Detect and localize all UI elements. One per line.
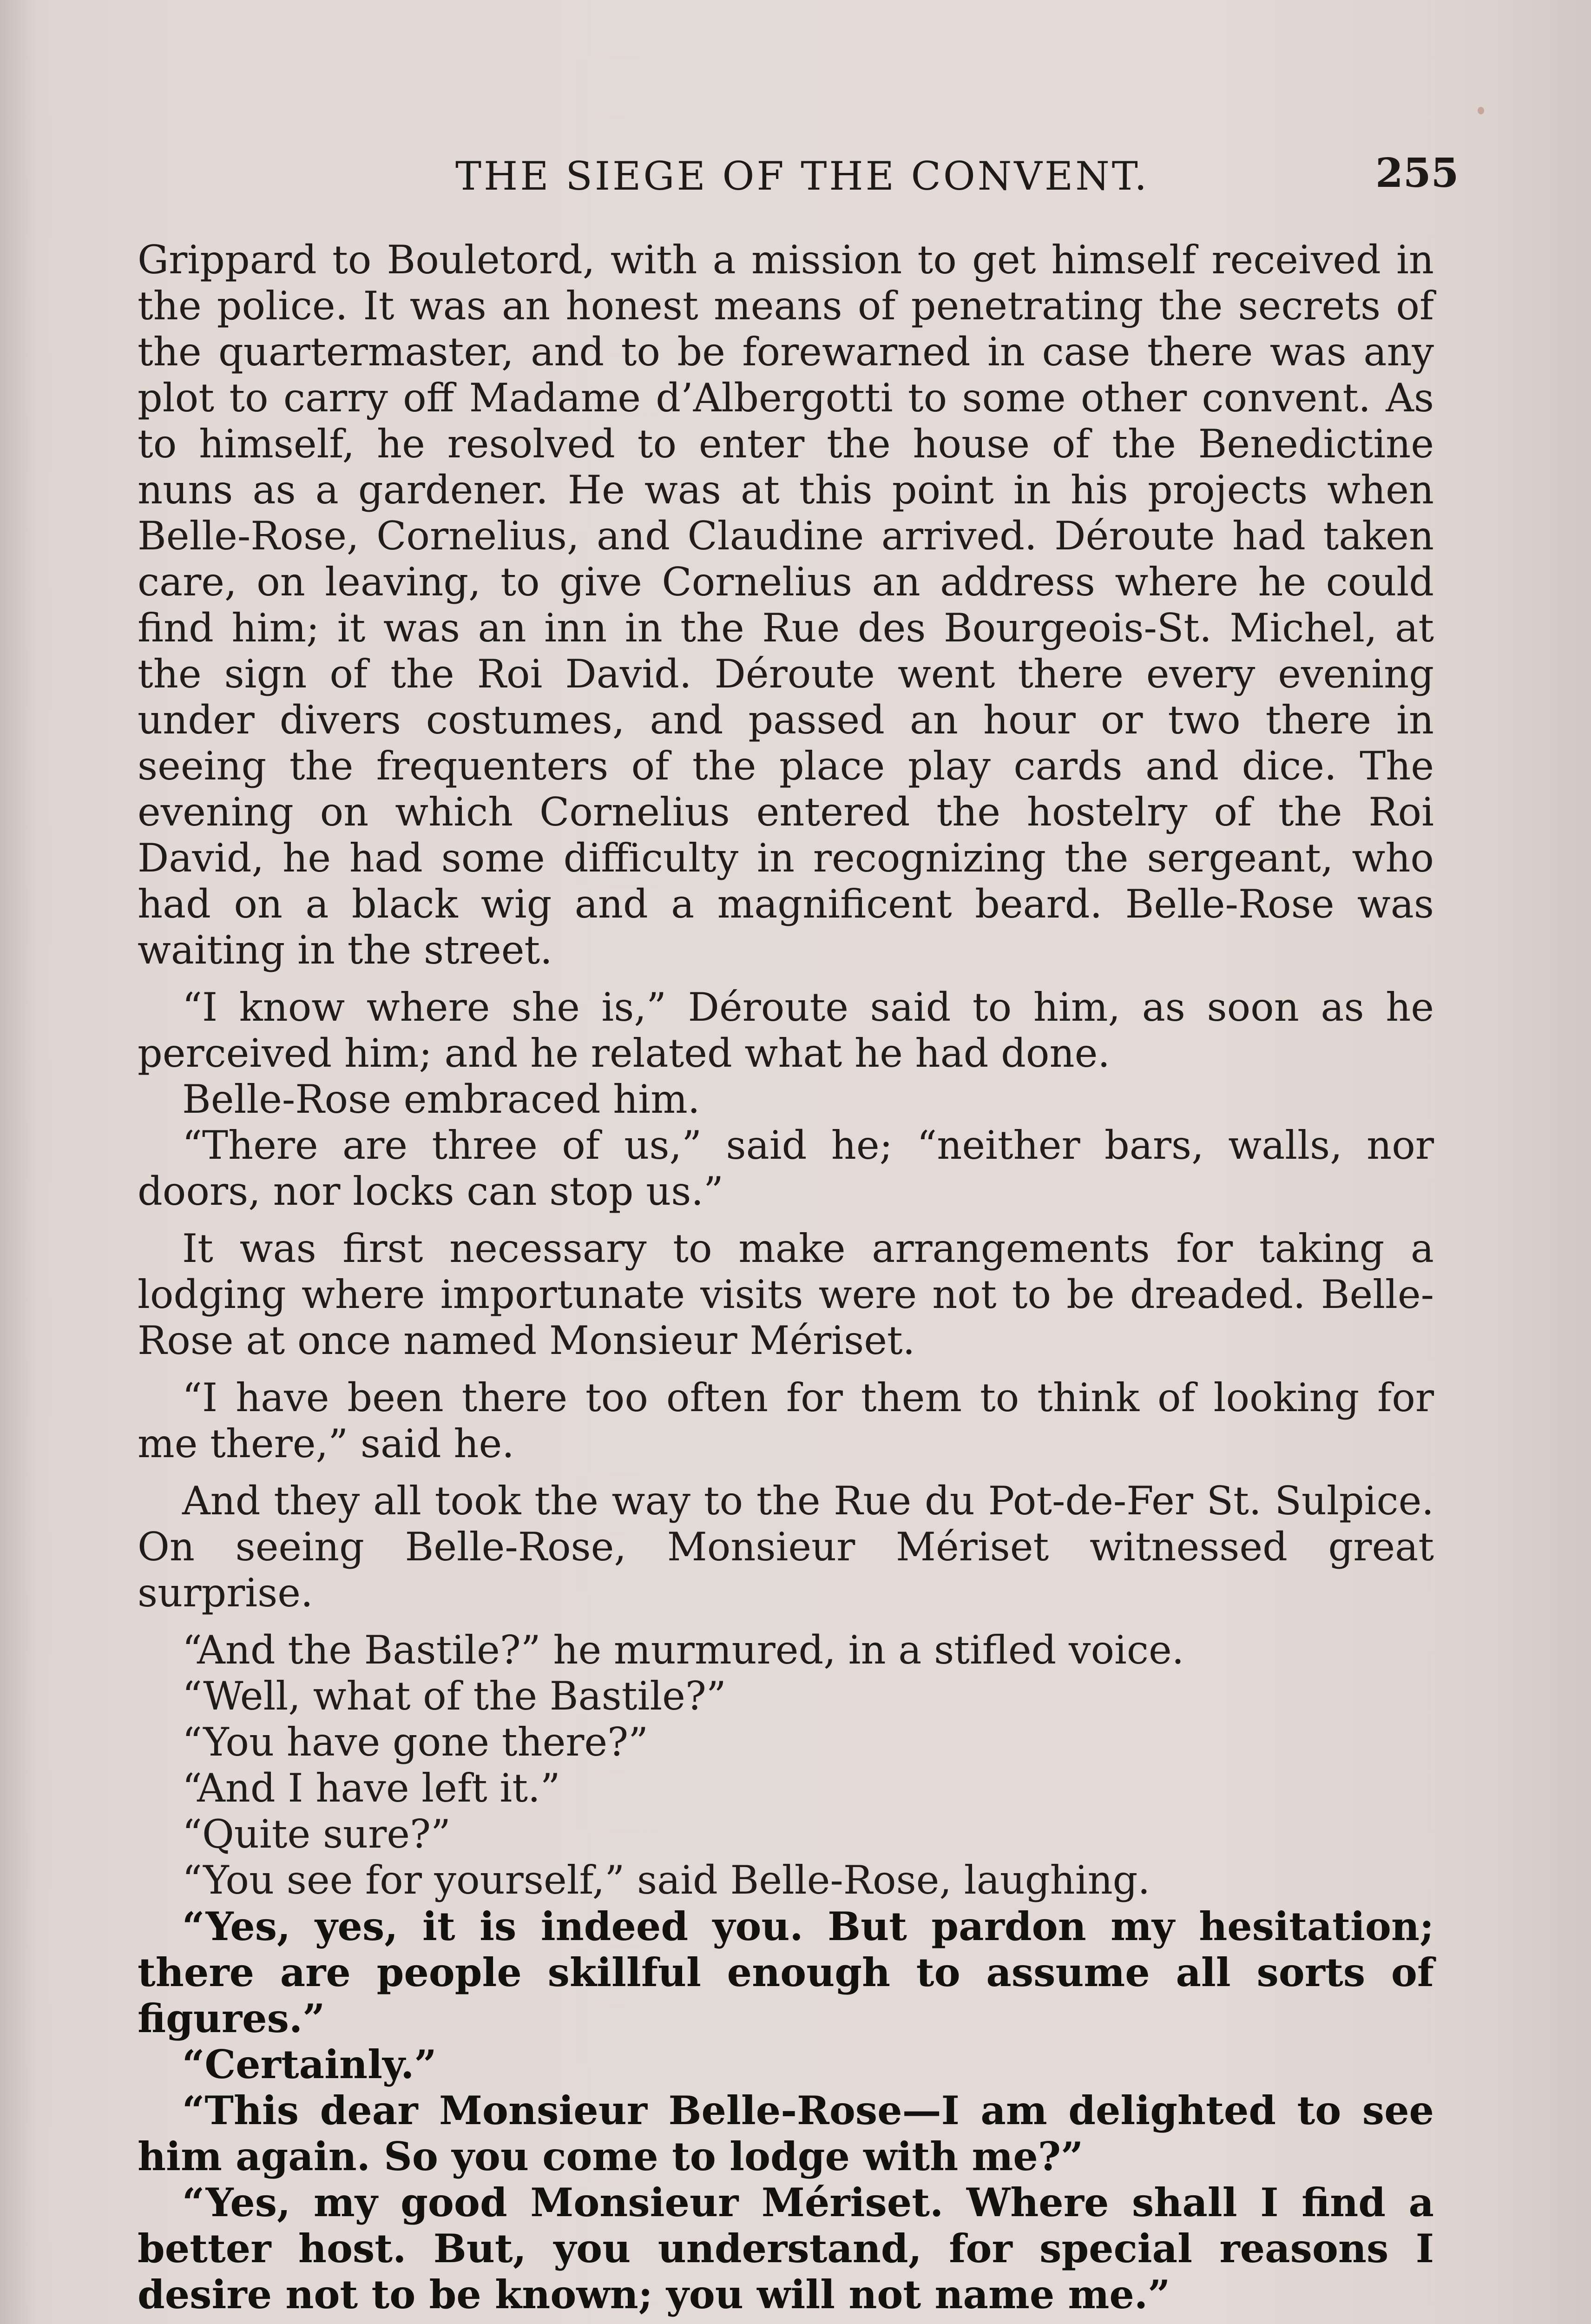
page-number: 255 bbox=[1375, 150, 1459, 197]
paragraph: “Yes, my good Monsieur Mériset. Where shall I find a better host. But, you understand, for special reasons I desire not to be known; you will not name me.” bbox=[138, 2179, 1434, 2317]
paragraph: “You see for yourself,” said Belle-Rose, laughing. bbox=[182, 1857, 1151, 1903]
paragraph: It was first necessary to make arrangements for taking a lodging where importunate visits were not to be dreaded. Belle-Rose at once named Monsieur Mériset. bbox=[138, 1226, 1434, 1363]
paragraph: “Well, what of the Bastile?” bbox=[182, 1673, 726, 1719]
paragraph: “And I have left it.” bbox=[182, 1765, 560, 1811]
running-title: THE SIEGE OF THE CONVENT. bbox=[455, 153, 1150, 199]
paragraph: And they all took the way to the Rue du Pot-de-Fer St. Sulpice. On seeing Belle-Rose, Monsieur Mériset witnessed great surprise. bbox=[138, 1478, 1434, 1616]
paragraph: “Yes, yes, it is indeed you. But pardon my hesitation; there are people skillful enough to assume all sorts of figures.” bbox=[138, 1903, 1434, 2041]
paragraph: “You have gone there?” bbox=[182, 1719, 649, 1765]
paragraph: “This dear Monsieur Belle-Rose—I am delighted to see him again. So you come to lodge with me?” bbox=[138, 2087, 1434, 2179]
paragraph: Belle-Rose embraced him. bbox=[182, 1076, 700, 1122]
body-text bbox=[138, 237, 1434, 2317]
paragraph: “And the Bastile?” he murmured, in a stifled voice. bbox=[182, 1627, 1184, 1673]
paragraph: “Quite sure?” bbox=[182, 1811, 451, 1857]
paragraph: “Certainly.” bbox=[182, 2041, 437, 2087]
paragraph: “I know where she is,” Déroute said to him, as soon as he perceived him; and he related what he had done. bbox=[138, 984, 1434, 1076]
paragraph: Grippard to Bouletord, with a mission to get himself received in the police. It was an honest means of penetrating the secrets of the quartermaster, and to be forewarned in case there was any plot to carry off Madame d’Albergotti to some other convent. As to himself, he resolved to enter the house of the Benedictine nuns as a gardener. He was at this point in his projects when Belle-Rose, Cornelius, and Claudine arrived. Déroute had taken care, on leaving, to give Cornelius an address where he could find him; it was an inn in the Rue des Bourgeois-St. Michel, at the sign of the Roi David. Déroute went there every evening under divers costumes, and passed an hour or two there in seeing the frequenters of the place play cards and dice. The evening on which Cornelius entered the hostelry of the Roi David, he had some difficulty in recognizing the sergeant, who had on a black wig and a magnificent beard. Belle-Rose was waiting in the street. bbox=[138, 237, 1434, 973]
paper-stain bbox=[1478, 107, 1484, 114]
paragraph: “There are three of us,” said he; “neither bars, walls, nor doors, nor locks can stop us.” bbox=[138, 1122, 1434, 1214]
paragraph: “I have been there too often for them to think of looking for me there,” said he. bbox=[138, 1375, 1434, 1466]
